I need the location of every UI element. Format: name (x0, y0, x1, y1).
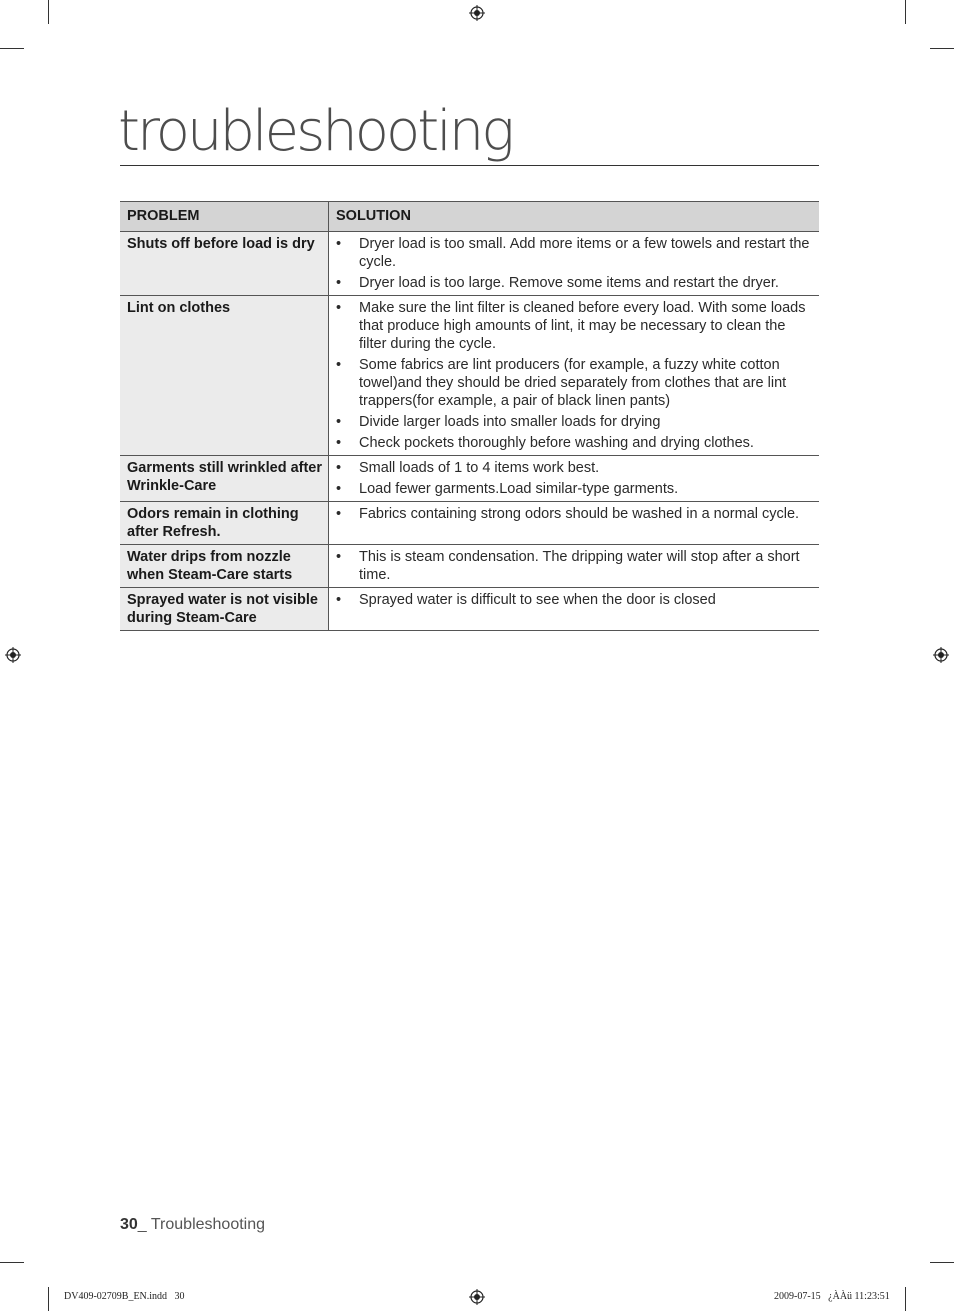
solution-list (335, 505, 811, 523)
solution-item: • This is steam condensation. The dripping water will stop after a short time. (335, 548, 811, 584)
page-number: 30 (120, 1216, 138, 1233)
solution-item: • Load fewer garments.Load similar-type garments. (335, 480, 811, 498)
problem-cell: Garments still wrinkled after Wrinkle-Care (120, 456, 329, 502)
problem-cell: Lint on clothes (120, 296, 329, 456)
table-row (120, 588, 819, 631)
solution-item: • Small loads of 1 to 4 items work best. (335, 459, 811, 477)
crop-mark (48, 1287, 49, 1311)
registration-mark-top-icon (469, 5, 485, 21)
table-row (120, 456, 819, 502)
solution-cell (329, 296, 820, 456)
table-row (120, 296, 819, 456)
footer-separator: _ (137, 1216, 151, 1233)
solution-cell (329, 456, 820, 502)
crop-mark (48, 0, 49, 24)
troubleshooting-table (120, 201, 819, 631)
header-problem: PROBLEM (120, 202, 329, 232)
slug-date-info: 2009-07-15 ¿ÀÀü 11:23:51 (774, 1291, 890, 1302)
crop-mark (930, 1262, 954, 1263)
problem-cell: Water drips from nozzle when Steam-Care starts (120, 545, 329, 588)
solution-item: • Make sure the lint filter is cleaned before every load. With some loads that produce high amounts of lint, it may be necessary to clean the filter during the cycle. (335, 299, 811, 353)
table-header-row (120, 202, 819, 232)
crop-mark (905, 1287, 906, 1311)
registration-mark-left-icon (5, 647, 21, 663)
solution-item: • Sprayed water is difficult to see when the door is closed (335, 591, 811, 609)
page-title: troubleshooting (118, 99, 512, 164)
table-row (120, 502, 819, 545)
footer-page-label (120, 1216, 265, 1234)
solution-cell (329, 232, 820, 296)
title-rule (120, 165, 819, 166)
solution-item: • Fabrics containing strong odors should be washed in a normal cycle. (335, 505, 811, 523)
solution-item: • Some fabrics are lint producers (for example, a fuzzy white cotton towel)and they should be dried separately from clothes that are lint trappers(for example, a pair of black linen pants) (335, 356, 811, 410)
problem-cell: Sprayed water is not visible during Steam-Care (120, 588, 329, 631)
header-solution: SOLUTION (329, 202, 820, 232)
solution-list (335, 459, 811, 498)
crop-mark (0, 48, 24, 49)
table-row (120, 545, 819, 588)
solution-item: • Dryer load is too large. Remove some items and restart the dryer. (335, 274, 811, 292)
table-row (120, 232, 819, 296)
table-body (120, 232, 819, 631)
crop-mark (905, 0, 906, 24)
solution-cell (329, 588, 820, 631)
problem-cell: Shuts off before load is dry (120, 232, 329, 296)
solution-list (335, 548, 811, 584)
solution-cell (329, 502, 820, 545)
problem-cell: Odors remain in clothing after Refresh. (120, 502, 329, 545)
slug-file-info: DV409-02709B_EN.indd 30 (64, 1291, 185, 1302)
solution-item: • Dryer load is too small. Add more items or a few towels and restart the cycle. (335, 235, 811, 271)
solution-list (335, 299, 811, 452)
footer-section: Troubleshooting (150, 1216, 266, 1233)
crop-mark (930, 48, 954, 49)
crop-mark (0, 1262, 24, 1263)
registration-mark-right-icon (933, 647, 949, 663)
solution-item: • Check pockets thoroughly before washing and drying clothes. (335, 434, 811, 452)
solution-item: • Divide larger loads into smaller loads for drying (335, 413, 811, 431)
solution-list (335, 235, 811, 292)
solution-list (335, 591, 811, 609)
solution-cell (329, 545, 820, 588)
registration-mark-bottom-icon (469, 1289, 485, 1305)
